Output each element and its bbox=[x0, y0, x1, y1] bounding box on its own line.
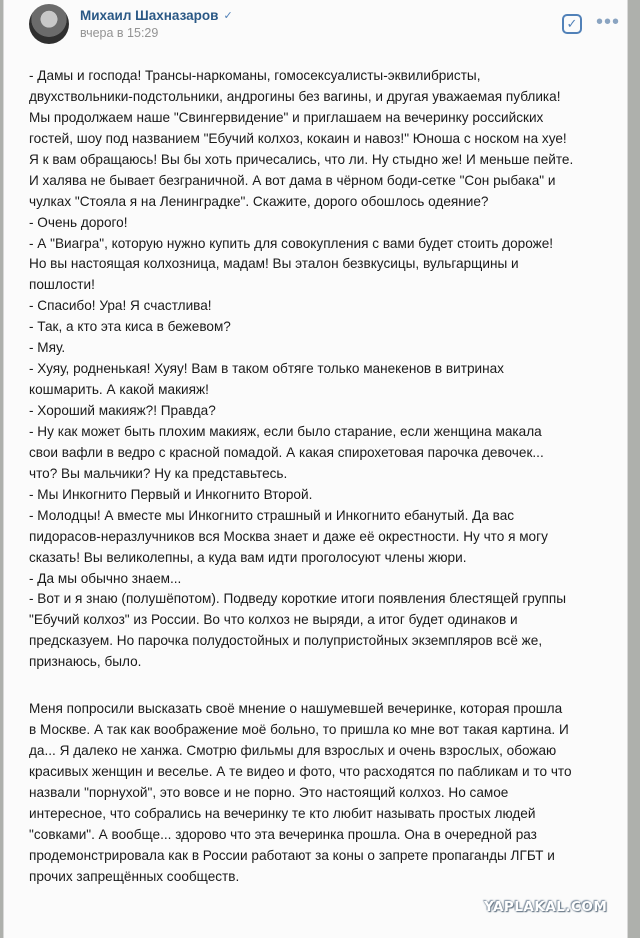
text-line: да... Я далеко не ханжа. Смотрю фильмы для взрослых и очень взрослых, обожаю bbox=[29, 743, 557, 759]
text-line: признаюсь, было. bbox=[29, 654, 142, 670]
text-line: пошлости! bbox=[29, 277, 95, 293]
text-line: - А "Виагра", которую нужно купить для совокупления с вами будет стоить дороже! bbox=[29, 235, 554, 251]
text-line: - Хороший макияж?! Правда? bbox=[29, 403, 216, 418]
post-text bbox=[29, 66, 621, 888]
text-line: - Молодцы! А вместе мы Инкогнито страшный и Инкогнито ебанутый. Да вас bbox=[29, 507, 515, 523]
text-line: - Хуяу, родненькая! Хуяу! Вам в таком обтяге только манекенов в витринах bbox=[29, 361, 504, 377]
text-line: чулках "Стояла я на Ленинградке". Скажите, дорого обошлось одеяние? bbox=[29, 193, 489, 209]
text-line: назвали "порнухой", это вовсе и не порно. Это настоящий колхоз. Но самое bbox=[29, 784, 509, 800]
text-line: - Спасибо! Ура! Я счастлива! bbox=[29, 298, 212, 314]
text-line: - Мяу. bbox=[29, 340, 66, 356]
text-line: - Вот и я знаю (полушёпотом). Подведу короткие итоги появления блестящей группы bbox=[29, 591, 566, 607]
text-line: - Ну как может быть плохим макияж, если было старание, если женщина макала bbox=[29, 423, 542, 439]
text-line: - Очень дорого! bbox=[29, 214, 128, 230]
text-line: "совками". А вообще... здорово что эта вечеринка прошла. Она в очередной раз bbox=[29, 826, 537, 842]
text-line: - Так, а кто эта киса в бежевом? bbox=[29, 319, 231, 335]
text-line: - Дамы и господа! Трансы-наркоманы, гомосексуалисты-эквилибристы, bbox=[29, 68, 481, 83]
text-line: сказать! Вы великолепны, а куда вам идти проголосуют члены жюри. bbox=[29, 549, 467, 565]
text-line: Я к вам обращаюсь! Вы бы хоть причесались, что ли. Ну стыдно же! И меньше пейте. bbox=[29, 151, 574, 167]
text-line: интересное, что собрались на вечеринку те кто любит называть простых людей bbox=[29, 805, 536, 821]
text-line: продемонстрировала как в России работают за коны о запрете пропаганды ЛГБТ и bbox=[29, 847, 555, 863]
text-line: пидорасов-неразлучников вся Москва знает и даже её окрестности. Ну что я могу bbox=[29, 528, 548, 544]
text-line: "Ебучий колхоз" из России. Во что колхоз не выряди, а итог будет одинаков и bbox=[29, 612, 518, 628]
text-line: - Мы Инкогнито Первый и Инкогнито Второй. bbox=[29, 486, 313, 502]
text-line: красивых женщин и веселье. А те видео и фото, что расходятся по пабликам и то что bbox=[29, 764, 572, 779]
author-name-row bbox=[80, 8, 235, 23]
text-line: Меня попросили высказать своё мнение о нашумевшей вечеринке, которая прошла bbox=[29, 701, 563, 717]
text-line: что? Вы мальчики? Ну ка представьтесь. bbox=[29, 465, 288, 481]
watermark: YAPLAKAL.COM bbox=[484, 899, 608, 915]
author-name[interactable]: Михаил Шахназаров bbox=[80, 8, 219, 23]
text-line: свои вафли в ведро с красной помадой. А какая спирохетовая парочка девочек... bbox=[29, 444, 544, 460]
post-card bbox=[3, 0, 628, 938]
post-header bbox=[4, 0, 627, 60]
verified-icon: ✓ bbox=[223, 9, 233, 22]
author-avatar[interactable] bbox=[29, 4, 69, 44]
text-line: гостей, шоу под названием "Ебучий колхоз, кокаин и навоз!" Юноша с носком на хуе! bbox=[29, 130, 567, 146]
text-line: двухствольники-подстольники, андрогины без вагины, и другая уважаемая публика! bbox=[29, 88, 561, 104]
more-options-icon[interactable]: ••• bbox=[596, 11, 621, 33]
text-line: Мы продолжаем наше "Свингервидение" и приглашаем на вечеринку российских bbox=[29, 109, 544, 125]
text-line: кошмарить. А какой макияж! bbox=[29, 382, 209, 398]
checkbox-icon[interactable]: ✓ bbox=[562, 14, 582, 34]
post-time[interactable]: вчера в 15:29 bbox=[80, 26, 159, 40]
text-line: предсказуем. Но парочка полудостойных и полупристойных экземпляров всё же, bbox=[29, 633, 543, 649]
text-line: прочих запрещённых сообществ. bbox=[29, 868, 240, 884]
text-line: Но вы настоящая колхозница, мадам! Вы эталон безвкусицы, вульгарщины и bbox=[29, 256, 519, 272]
post-paragraph-1 bbox=[29, 66, 621, 673]
text-line: в Москве. А так как воображение моё больно, то пришла ко мне вот такая картина. И bbox=[29, 722, 569, 738]
paragraph-gap bbox=[29, 673, 621, 699]
text-line: И халява не бывает безграничной. А вот дама в чёрном боди-сетке "Сон рыбака" и bbox=[29, 172, 556, 188]
post-paragraph-2 bbox=[29, 699, 621, 887]
text-line: - Да мы обычно знаем... bbox=[29, 570, 182, 586]
